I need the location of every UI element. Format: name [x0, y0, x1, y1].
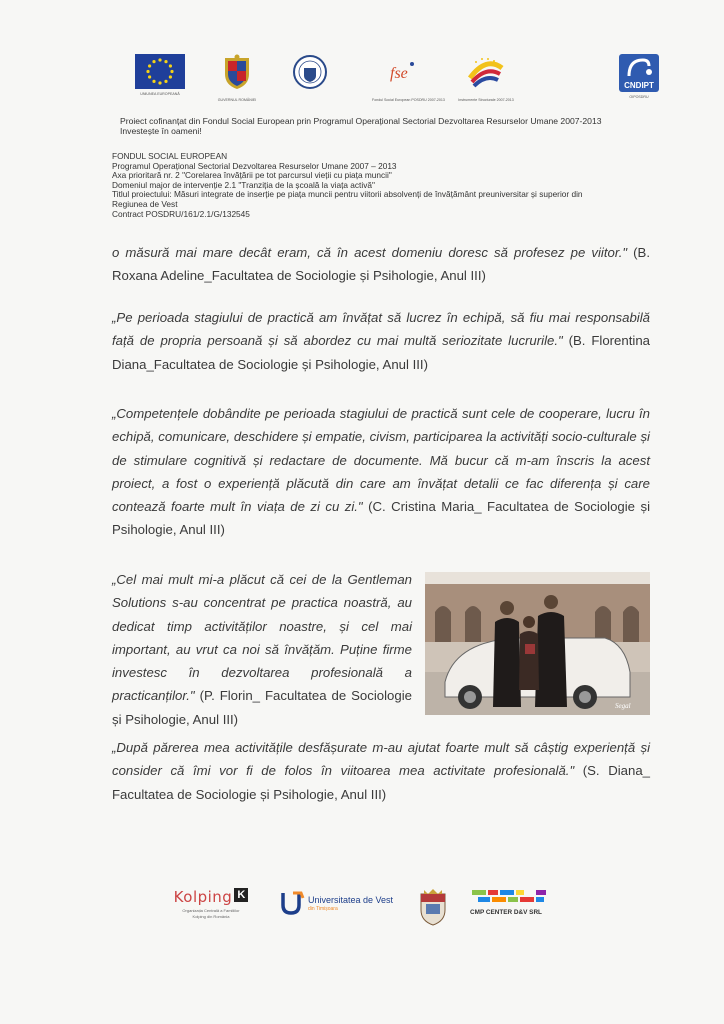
testimonial-2-quote: „Pe perioada stagiului de practică am învățat să lucrez în echipă, să fiu mai responsabilă față de propria persoană și să abordez cu mai multă seriozitate lucrurile." — [112, 310, 650, 349]
cndipt-caption: OIPOSDRU — [629, 95, 649, 99]
fse-mark: fse — [390, 65, 408, 82]
testimonial-4-author: (P. Florin_ Facultatea de Sociologie și Psihologie, Anul III) — [112, 688, 412, 727]
meta-line-4: Domeniul major de intervenție 2.1 "Tranziția de la școală la viața activă" — [112, 179, 375, 190]
testimonial-1-quote: o măsură mai mare decât eram, că în acest domeniu doresc să profesez pe viitor." — [112, 245, 628, 260]
eu-caption: UNIUNEA EUROPEANĂ — [140, 92, 180, 96]
cmp-name: CMP CENTER D&V SRL — [470, 909, 542, 916]
ministry-seal-icon — [290, 54, 330, 95]
testimonial-5-author: (S. Diana_ Facultatea de Sociologie și Psihologie, Anul III) — [112, 763, 650, 802]
cofinance-notice — [120, 116, 680, 136]
kolping-name: Kolping — [173, 888, 233, 906]
is-caption: Instrumente Structurale 2007-2013 — [458, 98, 514, 102]
footer-logos — [160, 888, 570, 938]
testimonial-4 — [112, 568, 412, 731]
romanian-government-crest-icon — [212, 54, 262, 102]
header-logos — [130, 54, 670, 112]
meta-line-3: Axa prioritară nr. 2 "Corelarea învățării pe tot parcursul vieții cu piața muncii" — [112, 170, 392, 181]
testimonial-4-quote: „Cel mai mult mi-a plăcut că cei de la Gentleman Solutions s-au concentrat pe practica noastră, au dedicat timp activităților noastre, și cel mai important, au vrut ca noi să învățăm. Puține firme investesc în dezvoltarea profesională a practicanților." — [112, 572, 412, 704]
testimonial-2-author: (B. Florentina Diana_Facultatea de Sociologie și Psihologie, Anul III) — [112, 333, 650, 372]
kolping-sub-1: Organizația Centrală a Familiilor — [182, 908, 240, 913]
photo-signature: Segal — [615, 702, 631, 710]
cofinance-line-1: Proiect cofinanțat din Fondul Social European prin Programul Operațional Sectorial Dezvoltarea Resurselor Umane 2007-2013 — [120, 116, 602, 126]
eu-flag-icon — [134, 54, 186, 96]
uvt-name: Universitatea de Vest — [308, 895, 394, 905]
testimonial-5-quote: „După părerea mea activitățile desfășurate m-au ajutat foarte mult să câștig experiență și consider că îmi vor fi de folos în viitoarea mea activitate profesională." — [112, 740, 650, 779]
uvt-sub: din Timișoara — [308, 906, 338, 912]
testimonial-3 — [112, 402, 650, 542]
gov-caption: GUVERNUL ROMÂNIEI — [217, 98, 257, 102]
testimonial-1-author: (B. Roxana Adeline_Facultatea de Sociologie și Psihologie, Anul III) — [112, 245, 651, 284]
kolping-sub-2: Kolping din România — [192, 914, 230, 919]
fse-caption: Fondul Social European POSDRU 2007-2013 — [372, 98, 445, 102]
testimonial-1 — [112, 241, 650, 288]
group-photo-with-car — [425, 572, 650, 715]
cndipt-logo-icon — [608, 54, 670, 99]
project-meta — [112, 152, 682, 219]
cndipt-label: CNDIPT — [624, 81, 654, 90]
testimonial-2 — [112, 306, 650, 376]
cmp-center-logo-icon — [470, 888, 570, 916]
fse-logo-icon — [372, 54, 445, 102]
cofinance-line-2: Investește în oameni! — [120, 126, 202, 136]
testimonial-5 — [112, 736, 650, 806]
instrumente-structurale-icon — [456, 54, 516, 102]
meta-line-1: FONDUL SOCIAL EUROPEAN — [112, 151, 228, 161]
county-crest-icon — [418, 888, 448, 931]
meta-line-2: Programul Operațional Sectorial Dezvoltarea Resurselor Umane 2007 – 2013 — [112, 160, 397, 171]
meta-line-7: Contract POSDRU/161/2.1/G/132545 — [112, 208, 250, 219]
testimonial-3-author: (C. Cristina Maria_ Facultatea de Sociologie și Psihologie, Anul III) — [112, 499, 650, 538]
kolping-logo-icon — [170, 888, 252, 919]
meta-line-6: Regiunea de Vest — [112, 198, 178, 209]
testimonial-3-quote: „Competențele dobândite pe perioada stagiului de practică sunt cele de cooperare, lucru în echipă, comunicare, deschidere și empatie, civism, participarea la activități socio-culturale și de stimulare cognitivă și redactare de documente. Mă bucur că m-am înscris la acest proiect, a fost o experiență plăcută din care am învățat detalii ce fac diferența și care contează foarte mult în viața de zi cu zi." — [112, 406, 650, 515]
kolping-k: K — [234, 888, 248, 902]
meta-line-5: Titlul proiectului: Măsuri integrate de inserție pe piața muncii pentru viitorii absolvenți de învățământ preuniversitar și superior din — [112, 189, 583, 200]
